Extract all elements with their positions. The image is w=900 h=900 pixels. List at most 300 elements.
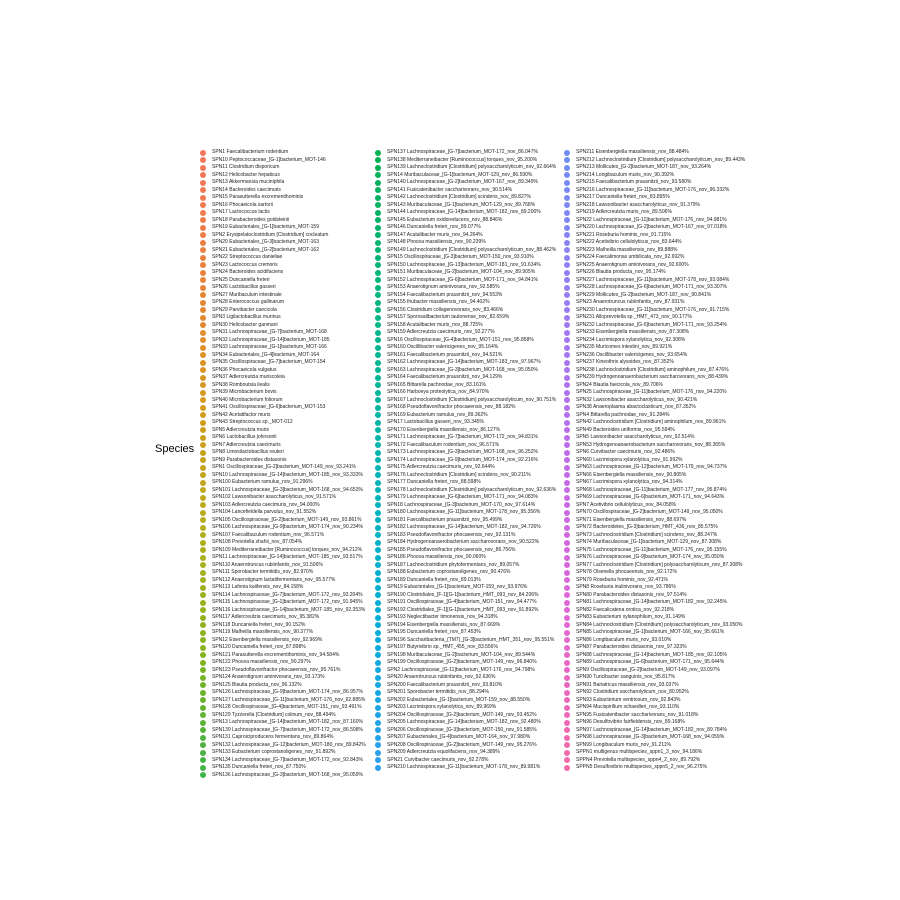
legend-color-dot [564,427,570,433]
legend-label: SPN25 Duncaniella freteri [212,276,270,283]
legend-color-dot [375,570,381,576]
legend-label: SPN21 Curvibacter caecimuris_nov_92.278% [387,756,489,763]
legend-color-dot [200,675,206,681]
legend-label: SPN20 Eubacteriales_[G-3]bacterium_MOT-163 [212,239,319,245]
legend-color-dot [564,502,570,508]
legend-color-dot [375,652,381,658]
legend-color-dot [200,690,206,696]
legend-label: SPN194 Eisenbergiella massiliensis_nov_87.669% [387,621,501,628]
legend-color-dot [564,277,570,283]
legend-color-dot [564,600,570,606]
legend-color-dot [375,637,381,643]
legend-label: SPN3 Ligilactobacillus murinus [212,314,281,320]
legend-label: SPN42 Acetatifactor muris [212,411,271,418]
legend-color-dot [375,367,381,373]
legend-color-dot [200,172,206,178]
legend-label: SPN67 Lacrimispora xylanolytica_nov_94.314% [576,479,683,485]
legend-color-dot [375,292,381,298]
legend-color-dot [200,405,206,411]
legend-color-dot [375,562,381,568]
legend-color-dot [375,165,381,171]
legend-color-dot [200,180,206,186]
legend-label: SPN205 Lachnospiraceae_[G-14]bacterium_MOT-182_nov_92.480% [387,719,541,725]
legend-label: SPN143 Muribaculaceae_[G-1]bacterium_MOT-129_nov_89.768% [387,201,536,208]
legend-color-dot [375,697,381,703]
legend-label: SPN1 Faecalibacterium rodentium [212,149,289,155]
legend-label: SPN229 Mollicutes_[G-2]bacterium_MOT-187_nov_90.841% [576,291,712,298]
legend-label: SPN137 Lachnospiraceae_[G-7]bacterium_MOT-172_nov_86.047% [387,149,538,155]
legend-label: SPN77 Lachnoclostridium [Clostridium] polysaccharolyticum_nov_87.308% [576,561,743,568]
legend-label: SPN222 Acetivibrio cellulolyticus_nov_83.644% [576,239,682,245]
legend-color-dot [564,525,570,531]
legend-color-dot [375,150,381,156]
legend-color-dot [375,585,381,591]
legend-color-dot [200,247,206,253]
legend-color-dot [564,577,570,583]
legend-color-dot [564,517,570,523]
legend-label: SPN159 Adlercreutzia caecimuris_nov_92.277% [387,329,495,335]
legend-color-dot [564,375,570,381]
legend-color-dot [200,472,206,478]
legend-label: SPN170 Eisenbergiella massiliensis_nov_86.127% [387,426,501,433]
legend-label: SPN101 Lachnospiraceae_[G-3]bacterium_MOT-168_nov_94.653% [212,486,363,493]
legend-color-dot [375,337,381,343]
legend-color-dot [200,772,206,778]
legend-label: SPN197 Butyrivibrio sp._HMT_455_nov_83.556% [387,644,498,650]
legend-color-dot [564,615,570,621]
legend-label: SPN174 Lachnospiraceae_[G-9]bacterium_MOT-174_nov_92.216% [387,456,538,463]
legend-label: SPN131 Caproiciproducens fermentans_nov_89.864% [212,734,334,740]
legend-label: SPN211 Eisenbergiella massiliensis_nov_88.484% [576,149,689,155]
legend-color-dot [375,547,381,553]
legend-label: SPN6 Curvibacter caecimuris_nov_92.486% [576,449,675,455]
legend-color-dot [375,667,381,673]
legend-color-dot [564,607,570,613]
legend-color-dot [375,352,381,358]
legend-label: SPN163 Lachnospiraceae_[G-3]bacterium_MOT-168_nov_95.050% [387,366,538,373]
legend-label: SPN142 Lachnoclostridium [Clostridium] scindens_nov_89.827% [387,194,531,200]
legend-color-dot [564,532,570,538]
legend-color-dot [375,465,381,471]
legend-label: SPN92 Clostridium saccharolyticum_nov_80.952% [576,689,689,695]
legend-label: SPN16 Phocaeicola sartorii [212,201,273,208]
legend-label: SPN147 Acutalibacter muris_nov_94.264% [387,231,483,238]
legend-label: SPN30 Helicobacter ganmani [212,321,278,328]
legend-label: SPN27 Muribaculum intestinale [212,291,282,298]
legend-label: SPN233 Eisenbergiella massiliensis_nov_87.308% [576,329,690,335]
legend-color-dot [564,225,570,231]
legend-label: SPN237 Kineothrix alysoides_nov_87.352% [576,359,674,365]
legend-color-dot [375,442,381,448]
legend-label: SPN138 Mediterraneibacter [Ruminococcus] torques_nov_95.200% [387,156,538,163]
legend-label: SPN225 Anaerotignum aminivorans_nov_92.600% [576,261,689,268]
legend-color-dot [375,712,381,718]
legend-color-dot [564,420,570,426]
legend-color-dot [564,667,570,673]
legend-label: SPN2 Lachnospiraceae_[G-11]bacterium_MOT-176_nov_94.798% [387,666,535,673]
legend-color-dot [375,742,381,748]
legend-label: SPN17 Lactobacillus gasseri_nov_93.345% [387,419,485,425]
legend-label: SPN104 Lancefieldella parvulus_nov_91.552% [212,509,317,515]
legend-color-dot [200,375,206,381]
legend-label: SPN171 Lachnospiraceae_[G-7]bacterium_MOT-172_nov_94.831% [387,434,538,440]
legend-label: SPN43 Streptococcus sp._MOT-012 [212,419,293,425]
legend-label: SPN146 Duncaniella freteri_nov_89.077% [387,224,481,230]
legend-label: SPN6 Lactobacillus johnsonii [212,434,277,440]
legend-color-dot [200,540,206,546]
legend-color-dot [200,547,206,553]
legend-color-dot [564,540,570,546]
legend-color-dot [564,202,570,208]
legend-label: SPN107 Faecalibaculum rodentium_nov_96.571% [212,531,325,538]
legend-label: SPN37 Adlercreutzia muriscoleia [212,374,285,380]
legend-label: SPN140 Lachnospiraceae_[G-2]bacterium_MOT-167_nov_89.349% [387,179,538,185]
legend-label: SPN179 Lachnospiraceae_[G-6]bacterium_MOT-171_nov_94.083% [387,494,538,500]
legend-color-dot [200,217,206,223]
legend-label: SPN118 Duncaniella freteri_nov_90.152% [212,621,306,628]
legend-label: SPN9 Oscillospiraceae_[G-2]bacterium_MOT-149_nov_93.097% [576,666,720,673]
legend-color-dot [200,270,206,276]
legend-label: SPN22 Lachnospiraceae_[G-11]bacterium_MOT-176_nov_94.981% [576,216,727,223]
legend-color-dot [375,405,381,411]
legend-label: SPN17 Lactococcus lactis [212,209,270,215]
legend-label: SPN157 Sporosalibacterium tautonense_nov_82.659% [387,314,510,320]
legend-color-dot [564,765,570,771]
legend-label: SPN238 Lachnoclostridium [Clostridium] aminophilum_nov_87.476% [576,366,729,373]
legend-color-dot [564,337,570,343]
legend-color-dot [375,450,381,456]
legend-color-dot [200,255,206,261]
legend-color-dot [200,352,206,358]
legend-color-dot [375,577,381,583]
legend-color-dot [564,727,570,733]
legend-color-dot [564,585,570,591]
legend-color-dot [564,240,570,246]
legend-label: SPN145 Eubacterium oxidoreducens_nov_88.846% [387,216,503,223]
legend-label: SPN148 Phocea massiliensis_nov_90.239% [387,239,486,245]
legend-label: SPN15 Oscillospiraceae_[G-3]bacterium_MOT-150_nov_93.910% [387,254,534,260]
legend-label: SPN120 Duncaniella freteri_nov_87.898% [212,644,306,650]
legend-label: SPN14 Bacteroides caecimuris [212,186,281,193]
legend-label: SPN7 Adlercreutzia caecimuris [212,441,281,448]
legend-color-dot [200,555,206,561]
legend-color-dot [200,495,206,501]
legend-color-dot [564,270,570,276]
legend-color-dot [564,675,570,681]
legend-color-dot [375,247,381,253]
legend-color-dot [375,630,381,636]
legend-label: SPN161 Faecalibacterium prausnitzii_nov_94.521% [387,351,503,358]
legend-label: SPN139 Lachnoclostridium [Clostridium] polysaccharolyticum_nov_92.664% [387,164,557,170]
legend-color-dot [564,195,570,201]
legend-label: SPN18 Lachnospiraceae_[G-3]bacterium_MOT-170_nov_97.614% [387,501,536,508]
legend-color-dot [200,607,206,613]
legend-label: SPN73 Lachnoclostridium [Clostridium] scindens_nov_88.247% [576,531,718,538]
legend-label: SPN210 Lachnospiraceae_[G-11]bacterium_MOT-178_nov_89.981% [387,764,541,770]
legend-color-dot [564,562,570,568]
legend-label: SPN86 Longibaculum muris_nov_93.010% [576,636,672,643]
legend-label: SPN12 Helicobacter hepaticus [212,171,280,178]
legend-label: SPN165 Bittarella pachnodae_nov_83.161% [387,381,486,388]
legend-label: SPN191 Oscillospiraceae_[G-4]bacterium_MOT-151_nov_94.477% [387,599,537,605]
legend-color-dot [564,300,570,306]
legend-label: SPN83 Eubacterium xylanophilum_nov_91.149% [576,614,686,620]
legend-label: SPN154 Faecalibacterium prausnitzii_nov_94.553% [387,291,503,298]
legend-label: SPN38 Romboutsia ilealis [212,381,270,388]
legend-color-dot [564,157,570,163]
legend-label: SPN207 Eubacteriales_[G-4]bacterium_MOT-164_nov_97.980% [387,734,531,740]
legend-label: SPN172 Faecalibaculum rodentium_nov_96.571% [387,441,500,448]
legend-label: SPN218 Lawsonibacter asaccharolyticus_nov_91.379% [576,201,700,208]
legend-color-dot [375,480,381,486]
legend-label: SPN93 Eubacterium ventriosum_nov_92.843% [576,696,681,703]
legend-label: SPN8 Roseburia inulinivorans_nov_93.786% [576,584,676,590]
legend-color-dot [200,390,206,396]
legend-color-dot [375,600,381,606]
legend-color-dot [200,307,206,313]
legend-label: SPN126 Lachnospiraceae_[G-9]bacterium_MOT-174_nov_86.957% [212,689,363,695]
legend-color-dot [375,592,381,598]
legend-label: SPN178 Lachnoclostridium [Clostridium] polysaccharolyticum_nov_92.636% [387,486,557,493]
legend-color-dot [564,307,570,313]
legend-color-dot [564,172,570,178]
legend-label: SPN236 Oscillibacter valericigenes_nov_93.654% [576,351,688,358]
legend-color-dot [564,472,570,478]
legend-label: SPN129 Tyzzerella [Clostridium] colinum_nov_88.494% [212,711,336,718]
legend-label: SPN214 Longibaculum muris_nov_90.392% [576,171,675,178]
legend-color-dot [200,652,206,658]
legend-color-dot [564,622,570,628]
legend-label: SPN117 Adlercreutzia caecimuris_nov_95.382% [212,614,320,620]
legend-color-dot [375,232,381,238]
legend-color-dot [564,652,570,658]
legend-label: SPN96 Desulfovibrio fairfieldensis_nov_89.168% [576,719,685,725]
legend-color-dot [564,442,570,448]
legend-color-dot [375,735,381,741]
legend-color-dot [564,330,570,336]
legend-label: SPN235 Muricomes intestini_nov_89.921% [576,344,673,350]
legend-color-dot [375,397,381,403]
legend-label: SPN167 Lachnoclostridium [Clostridium] polysaccharolyticum_nov_90.751% [387,396,557,403]
legend-color-dot [375,765,381,771]
legend-label: SPN177 Duncaniella freteri_nov_88.598% [387,479,481,485]
legend-label: SPN74 Muribaculaceae_[G-1]bacterium_MOT-129_nov_87.308% [576,539,722,545]
legend-color-dot [564,255,570,261]
legend-color-dot [200,592,206,598]
legend-label: SPN97 Lachnospiraceae_[G-14]bacterium_MOT-182_nov_89.784% [576,726,727,733]
legend-color-dot [200,450,206,456]
legend-label: SPN60 Lacrimispora xylanolytica_nov_91.992% [576,456,683,463]
legend-label: SPN168 Pseudoflavonifractor phocaeensis_nov_88.182% [387,404,516,410]
legend-color-dot [564,705,570,711]
legend-color-dot [564,712,570,718]
legend-color-dot [564,465,570,471]
legend-label: SPN71 Eisenbergiella massiliensis_nov_88.697% [576,516,687,523]
legend-label: SPN90 Turicibacter sanguinis_nov_95.817% [576,674,675,680]
legend-color-dot [375,487,381,493]
legend-color-dot [564,150,570,156]
legend-label: SPN33 Lachnospiraceae_[G-1]bacterium_MOT-166 [212,344,327,350]
legend-label: SPN31 Lachnospiraceae_[G-7]bacterium_MOT-168 [212,329,327,335]
legend-color-dot [375,375,381,381]
legend-color-dot [564,397,570,403]
legend-color-dot [375,555,381,561]
legend-color-dot [564,637,570,643]
legend-color-dot [375,720,381,726]
legend-label: SPN75 Lachnospiraceae_[G-11]bacterium_MOT-176_nov_95.155% [576,546,727,553]
legend-label: SPN212 Lachnoclostridium [Clostridium] polysaccharolyticum_nov_89.443% [576,156,746,163]
legend-color-dot [375,345,381,351]
legend-color-dot [564,742,570,748]
legend-color-dot [200,202,206,208]
legend-color-dot [200,210,206,216]
legend-color-dot [200,697,206,703]
legend-label: SPN130 Lachnospiraceae_[G-7]bacterium_MOT-172_nov_86.508% [212,726,363,733]
legend-label: SPN182 Lachnospiraceae_[G-14]bacterium_MOT-182_nov_94.726% [387,524,541,530]
legend-label: SPN195 Duncaniella freteri_nov_87.453% [387,629,481,635]
legend-label: SPN5 Adlercreutzia muris [212,426,269,433]
legend-label: SPPN1 multigenus multispecies_sppn1_3_nov_94.186% [576,749,703,755]
legend-label: SPN23 Anaerotruncus rubiinfantis_nov_87.931% [576,299,685,305]
legend-color-dot [200,345,206,351]
legend-label: SPN223 Malheilla massiliensis_nov_89.888% [576,246,678,253]
legend-label: SPN187 Lachnoclostridium phytofermentans_nov_89.057% [387,561,520,568]
legend-label: SPN122 Phocea massiliensis_nov_90.297% [212,659,311,665]
legend-color-dot [200,262,206,268]
legend-label: SPN216 Lachnospiraceae_[G-11]bacterium_MOT-176_nov_96.332% [576,186,730,193]
legend-label: SPN76 Lachnospiraceae_[G-9]bacterium_MOT-174_nov_95.050% [576,554,725,560]
legend-color-dot [200,585,206,591]
legend-label: SPN188 Eubacterium coprostanoligenes_nov_90.476% [387,569,511,575]
legend-color-dot [200,300,206,306]
legend-label: SPN82 Faecalicatena orotica_nov_92.218% [576,606,675,613]
legend-label: SPN128 Oscillospiraceae_[G-4]bacterium_MOT-151_nov_93.491% [212,704,362,710]
legend-color-dot [564,412,570,418]
legend-color-dot [200,750,206,756]
legend-label: SPN40 Microbacterium foliorum [212,396,283,403]
legend-title: Species [155,443,195,455]
legend-label: SPN123 Pseudoflavonifractor phocaeensis_nov_95.761% [212,666,341,673]
legend-color-dot [200,457,206,463]
legend-color-dot [375,382,381,388]
legend-color-dot [564,495,570,501]
legend-label: SPN25 Lachnospiraceae_[G-11]bacterium_MOT-176_nov_94.220% [576,389,727,395]
legend-color-dot [200,240,206,246]
legend-label: SPN186 Phocea massiliensis_nov_90.060% [387,554,486,560]
legend-label: SPN18 Parabacteroides goldsteinii [212,216,290,223]
legend-label: SPN78 Olsenella phocaeensis_nov_92.172% [576,569,677,575]
legend-color-dot [375,195,381,201]
legend-color-dot [200,510,206,516]
legend-color-dot [375,435,381,441]
legend-label: SPN198 Muribaculaceae_[G-2]bacterium_MOT-104_nov_89.544% [387,651,536,658]
legend-label: SPN166 Harboeya proteolytica_nov_84.970% [387,389,490,395]
legend-color-dot [564,735,570,741]
legend-label: SPN204 Oscillospiraceae_[G-2]bacterium_MOT-149_nov_93.452% [387,711,537,718]
legend-label: SPN89 Lachnospiraceae_[G-6]bacterium_MOT-171_nov_95.644% [576,659,725,665]
legend-color-dot [564,592,570,598]
legend-label: SPN152 Lachnospiraceae_[G-6]bacterium_MOT-171_nov_94.841% [387,276,538,283]
legend-label: SPN85 Lachnospiraceae_[G-1]bacterium_MOT-166_nov_95.661% [576,629,725,635]
legend-color-dot [564,210,570,216]
legend-color-dot [375,172,381,178]
legend-label: SPN1 Oscillospiraceae_[G-2]bacterium_MOT-149_nov_93.241% [212,464,356,470]
legend-color-dot [200,420,206,426]
legend-color-dot [200,435,206,441]
legend-label: SPN12 Eisenbergiella massiliensis_nov_92.969% [212,636,323,643]
legend-color-dot [375,307,381,313]
legend-color-dot [375,540,381,546]
legend-label: SPN164 Faecalibacterium prausnitzii_nov_94.129% [387,374,503,380]
legend-label: SPN81 Lachnospiraceae_[G-14]bacterium_MOT-182_nov_92.245% [576,599,727,605]
legend-color-dot [375,525,381,531]
legend-label: SPN169 Eubacterium ramulus_nov_89.362% [387,411,488,418]
legend-label: SPN226 Blautia producta_nov_95.174% [576,269,666,275]
legend-color-dot [564,217,570,223]
legend-label: SPN215 Faecalibacterium prausnitzii_nov_93.580% [576,179,692,185]
legend-label: SPN103 Adlercreutzia caecimuris_nov_94.000% [212,501,320,508]
legend-color-dot [200,487,206,493]
legend-color-dot [564,322,570,328]
legend-color-dot [375,660,381,666]
legend-label: SPN111 Sporobacter termitidis_nov_82.970% [212,569,314,575]
legend-label: SPN10 Lachnospiraceae_[G-14]bacterium_MOT-185_nov_93.333% [212,471,363,478]
legend-color-dot [375,690,381,696]
legend-color-dot [564,345,570,351]
legend-color-dot [200,660,206,666]
legend-color-dot [564,435,570,441]
legend-color-dot [375,502,381,508]
legend-color-dot [375,225,381,231]
legend-color-dot [375,622,381,628]
legend-label: SPN190 Clostridiales_[F-1][G-1]bacterium_HMT_093_nov_84.206% [387,591,539,598]
legend-label: SPN116 Lachnospiraceae_[G-14]bacterium_MOT-185_nov_92.353% [212,606,366,613]
legend-color-dot [200,225,206,231]
legend-label: SPN29 Parvibacter caecicola [212,306,277,313]
legend-label: SPN155 Ihubacter massiliensis_nov_94.402% [387,299,490,305]
legend-label: SPN127 Lachnospiraceae_[G-11]bacterium_MOT-176_nov_92.885% [212,696,366,703]
legend-label: SPN119 Malheilla massiliensis_nov_90.377% [212,629,314,635]
legend-label: SPN79 Roseburia hominis_nov_92.471% [576,576,669,583]
legend-color-dot [564,450,570,456]
legend-label: SPN22 Streptococcus danieliae [212,254,283,260]
legend-label: SPN87 Parabacteroides distasonis_nov_97.323% [576,644,687,650]
legend-label: SPN19 Eubacteriales_[G-1]bacterium_MOT-159 [212,224,319,230]
legend-label: SPN49 Bacteroides uniformis_nov_95.594% [576,426,675,433]
legend-label: SPN175 Adlercreutzia caecimuris_nov_92.644% [387,464,495,470]
legend-label: SPN35 Oscillospiraceae_[G-7]bacterium_MOT-154 [212,359,326,365]
legend-color-dot [375,757,381,763]
legend-color-dot [375,682,381,688]
legend-label: SPN68 Lachnospiraceae_[G-11]bacterium_MOT-177_nov_95.874% [576,486,727,493]
legend-label: SPN158 Acutalibacter muris_nov_88.725% [387,321,483,328]
legend-color-dot [375,202,381,208]
legend-label: SPN201 Sporobacter termitidis_nov_88.294% [387,689,490,695]
legend-label: SPN13 Akkermansia muciniphila [212,179,285,185]
legend-label: SPN150 Lachnospiraceae_[G-13]bacterium_MOT-181_nov_91.634% [387,261,541,268]
legend-label: SPN21 Eubacteriales_[G-2]bacterium_MOT-162 [212,246,319,253]
legend-label: SPN153 Anaerotignum aminivorans_nov_92.585% [387,284,500,290]
legend-color-dot [200,165,206,171]
legend-label: SPN193 Neglectibacter timonensis_nov_94.318% [387,614,498,620]
legend-label: SPPN4 Prevotella multispecies_sppn4_2_nov_89.792% [576,756,701,763]
legend-color-dot [375,315,381,321]
legend-color-dot [375,727,381,733]
legend-label: SPN15 Parasutterella excrementihominis [212,194,304,200]
legend-color-dot [564,165,570,171]
legend-color-dot [375,675,381,681]
legend-label: SPN144 Lachnospiraceae_[G-14]bacterium_MOT-182_nov_89.200% [387,209,541,215]
